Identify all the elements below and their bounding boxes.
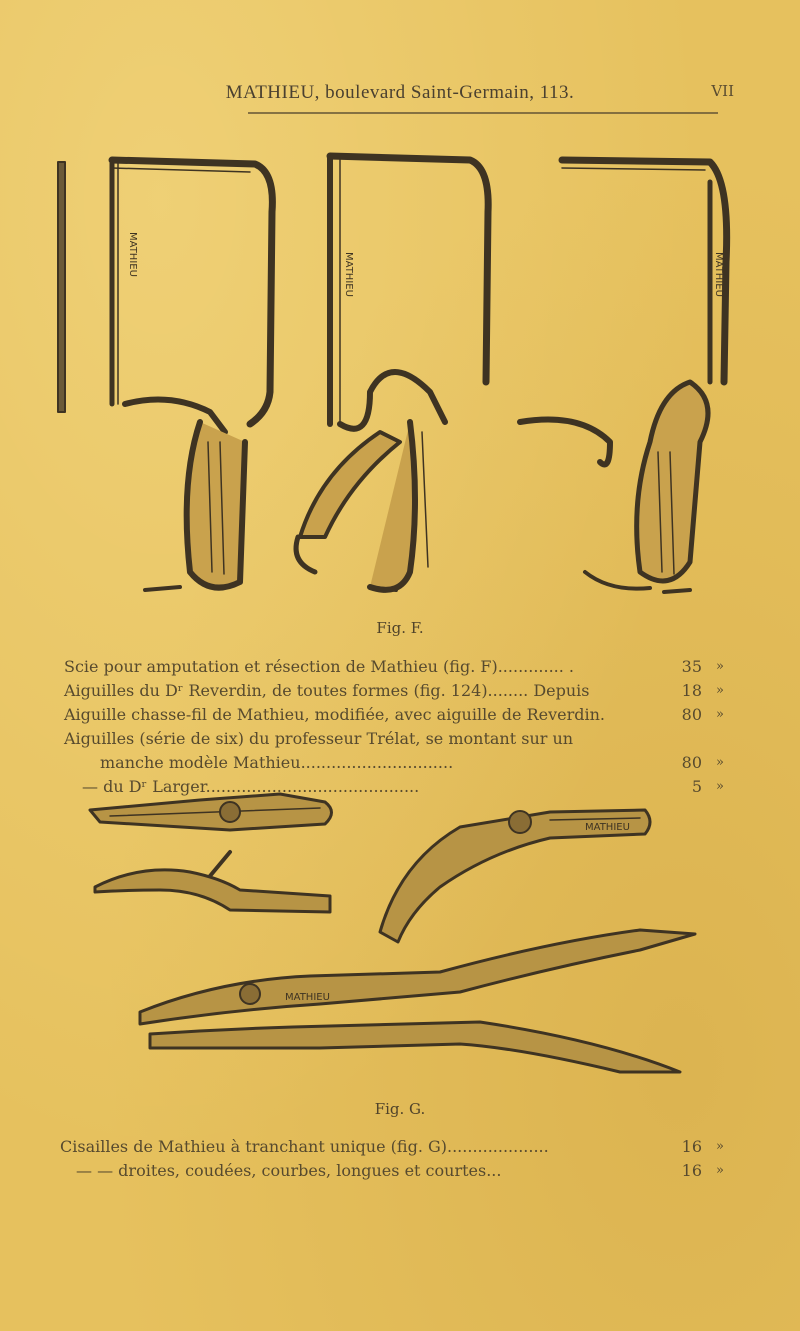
figure-g-shears — [80, 772, 720, 1090]
saw-1-mark: MATHIEU — [127, 232, 138, 277]
header-rule — [248, 112, 718, 114]
item-price: 35 — [681, 657, 702, 676]
list-item — [64, 656, 730, 678]
saw-illustration-2 — [296, 156, 488, 590]
item-unit: » — [716, 707, 724, 722]
item-label: Aiguilles (série de six) du professeur Trélat, se montant sur un — [64, 729, 574, 748]
item-price: 16 — [681, 1137, 702, 1156]
item-label: Aiguilles du Dʳ Reverdin, de toutes formes (fig. 124)........ Depuis — [64, 681, 590, 700]
item-label: — — droites, coudées, courbes, longues et courtes... — [76, 1161, 502, 1180]
shears-illustration-long — [140, 930, 695, 1072]
list-item — [64, 680, 730, 702]
item-label: Scie pour amputation et résection de Mathieu (fig. F)............. . — [64, 657, 575, 676]
item-unit: » — [716, 779, 724, 794]
item-unit: » — [716, 1139, 724, 1154]
item-price: 80 — [681, 753, 702, 772]
item-unit: » — [716, 683, 724, 698]
item-price: 80 — [681, 705, 702, 724]
item-unit: » — [716, 1163, 724, 1178]
item-label: manche modèle Mathieu.............................. — [100, 753, 454, 772]
list-item — [60, 1136, 730, 1158]
saw-illustration-3 — [520, 160, 727, 592]
page-header — [0, 82, 800, 112]
item-price: 16 — [681, 1161, 702, 1180]
shears-illustration-straight — [90, 794, 332, 912]
list-item — [64, 728, 730, 750]
figure-f-saws — [50, 142, 750, 612]
item-price: 18 — [681, 681, 702, 700]
list-item — [76, 1160, 730, 1182]
item-price: 5 — [691, 777, 702, 796]
page-number: VII — [711, 82, 734, 100]
item-label: Aiguille chasse-fil de Mathieu, modifiée, avec aiguille de Reverdin. — [64, 705, 605, 724]
saw-illustration-1 — [58, 160, 272, 590]
header-title: MATHIEU, boulevard Saint-Germain, 113. — [225, 82, 575, 103]
item-unit: » — [716, 755, 724, 770]
list-item — [100, 752, 730, 774]
shears-long-mark: MATHIEU — [285, 992, 330, 1003]
shears-curved-mark: MATHIEU — [585, 822, 630, 833]
saw-2-mark: MATHIEU — [343, 252, 354, 297]
item-label: Cisailles de Mathieu à tranchant unique (fig. G).................... — [60, 1137, 549, 1156]
figure-f-caption: Fig. F. — [376, 619, 424, 637]
list-item — [64, 704, 730, 726]
item-unit: » — [716, 659, 724, 674]
item-label: — du Dʳ Larger.......................................... — [82, 777, 420, 796]
figure-g-caption: Fig. G. — [374, 1100, 426, 1118]
shears-illustration-curved — [380, 810, 650, 942]
saw-3-mark: MATHIEU — [713, 252, 724, 297]
